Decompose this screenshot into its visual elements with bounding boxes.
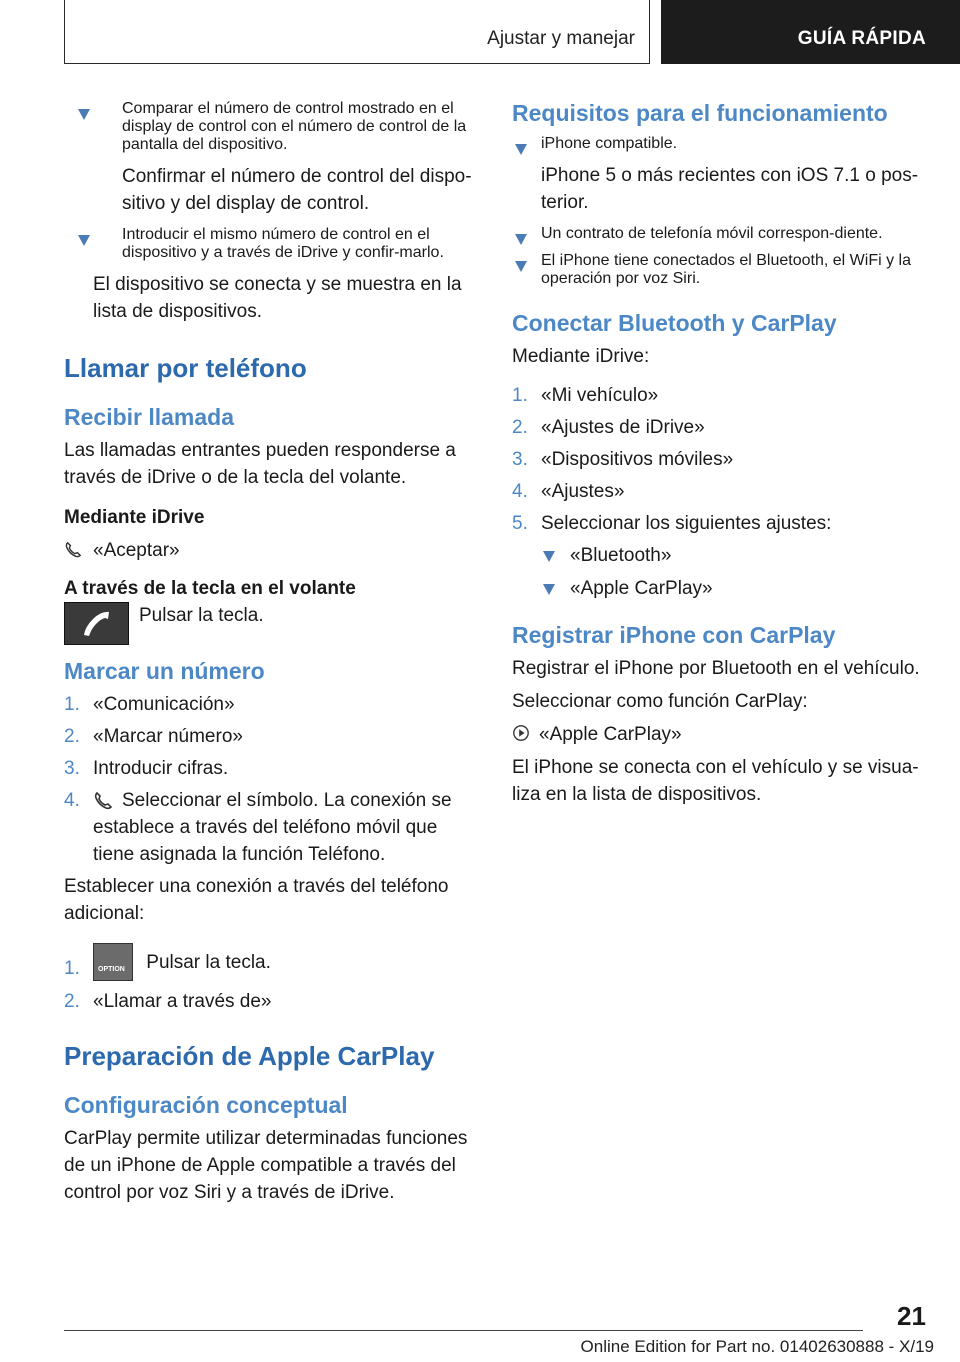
left-column (64, 100, 474, 1206)
option-button[interactable]: OPTION (93, 943, 133, 981)
handset-icon (79, 609, 113, 639)
bullet-item: Un contrato de telefonía móvil correspon-diente. (512, 225, 927, 243)
bullet-triangle-icon (543, 551, 555, 562)
heading-requisitos: Requisitos para el funcionamiento (512, 100, 888, 126)
list-item: 5. Seleccionar los siguientes ajustes: (512, 513, 832, 534)
list-item: 1. OPTION Pulsar la tecla. (64, 943, 474, 983)
list-item: 4. «Ajustes» (512, 481, 625, 502)
paragraph-registrar-1: Registrar el iPhone por Bluetooth en el vehículo. (512, 658, 920, 679)
heading-recibir: Recibir llamada (64, 404, 235, 430)
paragraph-adicional: Establecer una conexión a través del teléfono adicional: (64, 876, 449, 924)
list-item: 1. «Mi vehículo» (512, 385, 659, 406)
list-item: 1. «Comunicación» (64, 694, 235, 715)
bullet-item (64, 226, 474, 262)
heading-concept: Configuración conceptual (64, 1092, 348, 1118)
list-item: 2. «Marcar número» (64, 726, 243, 747)
bullet-triangle-icon (515, 144, 527, 155)
list-item: 2. «Llamar a través de» (64, 991, 272, 1012)
paragraph-mediante: Mediante iDrive: (512, 346, 650, 367)
header-section-title: Ajustar y manejar (487, 28, 635, 49)
sub-bullet-item: «Apple CarPlay» (512, 575, 927, 602)
right-column (512, 100, 927, 808)
phone-icon (64, 541, 82, 559)
heading-llamar: Llamar por teléfono (64, 353, 307, 383)
apple-carplay-row: «Apple CarPlay» (512, 721, 927, 748)
bullet-triangle-icon (543, 584, 555, 595)
aceptar-label: «Aceptar» (93, 540, 180, 561)
paragraph-registrar-2: Seleccionar como función CarPlay: (512, 691, 808, 712)
bullet-continuation: Confirmar el número de control del dispo-sitivo y del display de control. (122, 166, 472, 214)
heading-registrar: Registrar iPhone con CarPlay (512, 622, 836, 648)
header-section-box (64, 0, 650, 64)
bullet-triangle-icon (515, 234, 527, 245)
heading-tecla-volante: A través de la tecla en el volante (64, 578, 356, 599)
bullet-triangle-icon (515, 261, 527, 272)
footer-divider (64, 1330, 863, 1331)
bullet-triangle-icon (78, 235, 90, 246)
list-item: 2. «Ajustes de iDrive» (512, 417, 705, 438)
paragraph: El dispositivo se conecta y se muestra en la lista de dispositivos. (93, 274, 462, 322)
bullet-text: Introducir el mismo número de control en el dispositivo y a través de iDrive y confir-marlo. (122, 226, 444, 261)
marcar-steps-list (64, 691, 474, 868)
heading-conectar: Conectar Bluetooth y CarPlay (512, 310, 837, 336)
phone-icon (93, 791, 113, 811)
steering-key-row (64, 602, 474, 646)
bullet-item: iPhone compatible. (512, 135, 927, 153)
heading-marcar: Marcar un número (64, 658, 265, 684)
list-item: 3. «Dispositivos móviles» (512, 449, 734, 470)
bullet-text: Comparar el número de control mostrado en el display de control con el número de control de la pantalla del dispositivo. (122, 100, 467, 153)
bullet-continuation: iPhone 5 o más recientes con iOS 7.1 o pos-terior. (541, 165, 919, 213)
bullet-triangle-icon (78, 109, 90, 120)
heading-mediante-idrive: Mediante iDrive (64, 507, 205, 528)
sub-bullet-item: «Bluetooth» (512, 542, 927, 569)
list-item: 3. Introducir cifras. (64, 758, 229, 779)
play-circle-icon (512, 724, 530, 742)
footer-text: Online Edition for Part no. 01402630888 - X/19 (580, 1337, 934, 1356)
heading-carplay: Preparación de Apple CarPlay (64, 1041, 435, 1071)
pulsar-tecla-label: Pulsar la tecla. (139, 605, 264, 626)
steering-phone-key[interactable] (64, 602, 129, 645)
paragraph-recibir: Las llamadas entrantes pueden responderse a través de iDrive o de la tecla del volante. (64, 440, 456, 488)
list-item: 4. Seleccionar el símbolo. La conexión se establece a través del teléfono móvil que tiene asignada la función Teléfono. (64, 790, 452, 865)
header-guide-tab (661, 0, 960, 64)
header-guide-title: GUÍA RÁPIDA (797, 28, 926, 49)
aceptar-row (64, 537, 474, 564)
paragraph-registrar-3: El iPhone se conecta con el vehículo y se visua-liza en la lista de dispositivos. (512, 757, 919, 805)
bullet-item (64, 100, 474, 154)
paragraph-concept: CarPlay permite utilizar determinadas funciones de un iPhone de Apple compatible a través del control por voz Siri y a través de iDrive. (64, 1128, 468, 1203)
page-number: 21 (897, 1301, 926, 1331)
bullet-item: El iPhone tiene conectados el Bluetooth, el WiFi y la operación por voz Siri. (512, 252, 927, 288)
